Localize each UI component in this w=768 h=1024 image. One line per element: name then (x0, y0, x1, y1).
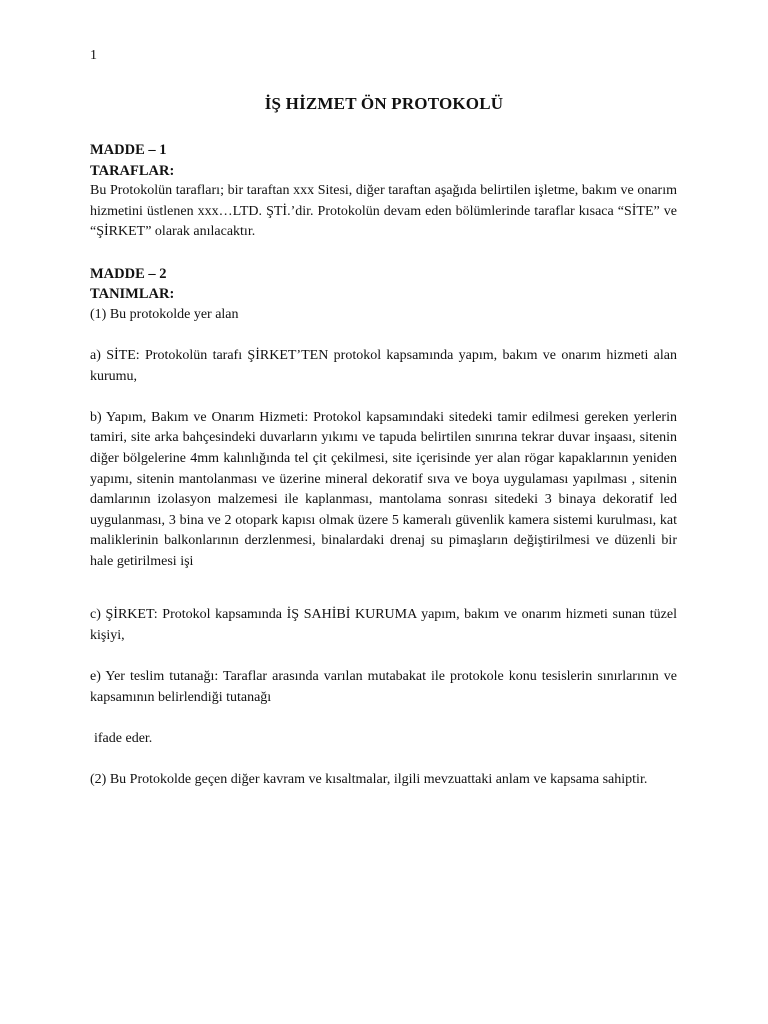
spacer (90, 387, 677, 408)
page-number: 1 (90, 48, 97, 63)
document-body (90, 140, 677, 791)
definition-paragraph-2: (2) Bu Protokolde geçen diğer kavram ve kısaltmalar, ilgili mevzuattaki anlam ve kapsama sahiptir. (90, 772, 648, 788)
document-title: İŞ HİZMET ÖN PROTOKOLÜ (264, 94, 504, 113)
spacer (90, 572, 677, 605)
article-2-subheading: TANIMLAR: (90, 286, 175, 303)
spacer (90, 647, 677, 668)
definition-b: b) Yapım, Bakım ve Onarım Hizmeti: Protokol kapsamındaki sitedeki tamir edilmesi gereken yerlerin tamiri, site arka bahçesindeki duvarların yıkımı ve tapuda belirtilen sınırına tekrar duvar inşaası, sitenin diğer bölgelerine 4mm kalınlığında tel çit çekilmesi, site içerisinde yer alan rögar kapaklarının yeniden yapımı, sitenin mantolanması ve üzerine mineral dekoratif sıva ve boya uygulaması yapılması , sitenin damlarının izolasyon malzemesi ile kaplanması, mantolama sonrası sitedeki 3 binaya dekoratif led uygulanması, 3 bina ve 2 otopark kapısı olmak üzere 5 kameralı güvenlik kamera sistemi kurulması, kat maliklerinin balkonlarının derzlenmesi, binalardaki drenaj su pimaşların değiştirilmesi ve düzenli bir hale getirilmesi işi (90, 409, 677, 569)
definition-e: e) Yer teslim tutanağı: Taraflar arasında varılan mutabakat ile protokole konu tesislerin sınırlarının ve kapsamının belirlendiği tutanağı (90, 669, 677, 705)
article-1-heading: MADDE – 1 (90, 142, 167, 158)
definition-c: c) ŞİRKET: Protokol kapsamında İŞ SAHİBİ KURUMA yapım, bakım ve onarım hizmeti sunan tüzel kişiyi, (90, 607, 677, 644)
spacer (90, 325, 677, 346)
article-2-heading: MADDE – 2 (90, 265, 167, 282)
definition-a: a) SİTE: Protokolün tarafı ŞİRKET’TEN protokol kapsamında yapım, bakım ve onarım hizmeti alan kurumu, (90, 347, 677, 384)
spacer (90, 708, 677, 729)
article-1-subheading: TARAFLAR: (90, 162, 175, 179)
spacer (90, 750, 677, 771)
spacer (90, 243, 677, 264)
article-1-parties-text: Bu Protokolün tarafları; bir taraftan xxx Sitesi, diğer taraftan aşağıda belirtilen işletme, bakım ve onarım hizmetini üstlenen xxx…LTD. ŞTİ.’dir. Protokolün devam eden bölümlerinde taraflar kısaca “SİTE” ve “ŞİRKET” olarak anılacaktır. (90, 183, 677, 240)
definitions-intro: (1) Bu protokolde yer alan (90, 306, 239, 322)
definitions-closing: ifade eder. (94, 731, 153, 747)
